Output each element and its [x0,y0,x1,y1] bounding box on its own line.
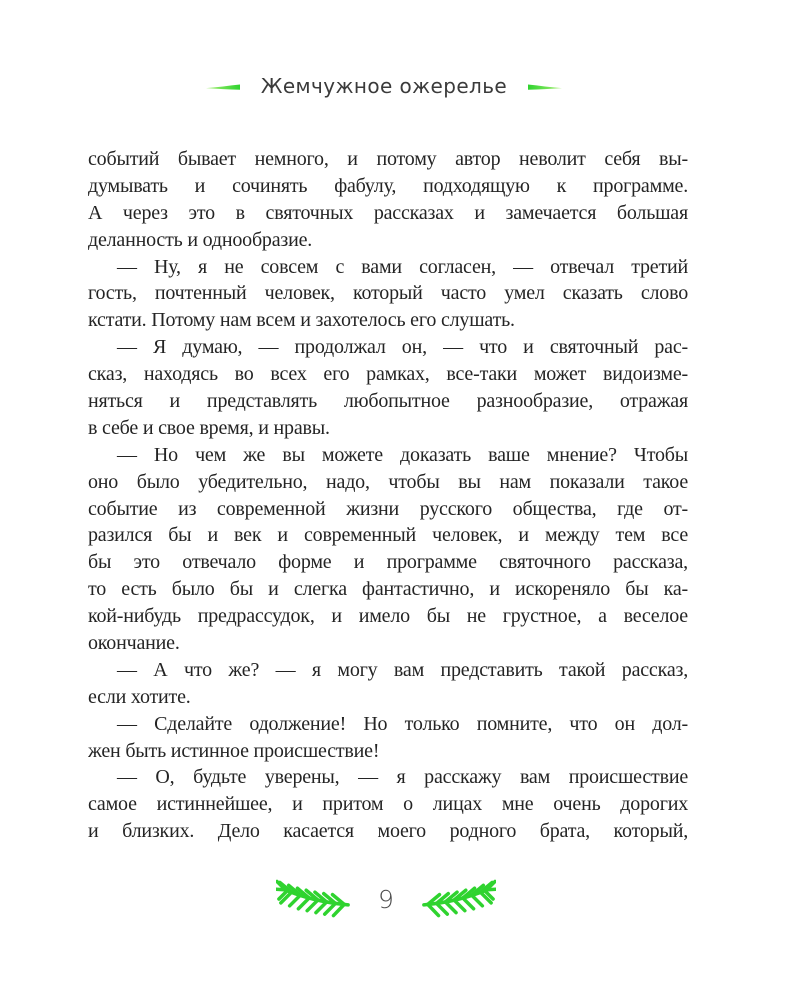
text-line: гость, почтенный человек, который часто умел сказать слово [88,282,688,305]
text-line: няться и представлять любопытное разнообразие, отражая [88,390,688,413]
text-line: жен быть истинное происшествие! [88,739,380,762]
text-line: оно было убедительно, надо, чтобы вы нам показали такое [88,470,688,493]
text-block [88,146,688,845]
text-line: — Сделайте одолжение! Но только помните, что он дол- [117,712,688,735]
text-line: в себе и свое время, и нравы. [88,416,330,439]
fern-branch-icon [276,878,352,920]
chapter-header [0,74,784,98]
text-line: деланность и однообразие. [88,228,313,251]
text-line: — Но чем же вы можете доказать ваше мнение? Чтобы [117,443,688,466]
text-line: — А что же? — я могу вам представить такой рассказ, [117,658,688,681]
fern-branch-icon [420,878,496,920]
text-line: событие из современной жизни русского общества, где от- [88,497,688,520]
text-line: и близких. Дело касается моего родного брата, который, [88,820,688,843]
text-line: кстати. Потому нам всем и захотелось его слушать. [88,309,515,332]
text-line: — О, будьте уверены, — я расскажу вам происшествие [117,766,688,789]
page-number: 9 [378,884,394,914]
text-line: думывать и сочинять фабулу, подходящую к программе. [88,174,688,197]
text-line: кой-нибудь предрассудок, и имело бы не грустное, а веселое [88,605,688,628]
text-line: А через это в святочных рассказах и замечается большая [88,201,688,224]
text-line: то есть было бы и слегка фантастично, и искореняло бы ка- [88,578,688,601]
text-line: разился бы и век и современный человек, и между тем все [88,524,688,547]
text-line: окончание. [88,632,180,655]
page-footer [0,878,786,920]
leaf-swoosh-icon [206,82,240,91]
chapter-title: Жемчужное ожерелье [260,74,508,98]
text-line: сказ, находясь во всех его рамках, все-таки может видоизме- [88,363,688,386]
text-line: самое истиннейшее, и притом о лицах мне очень дорогих [88,793,688,816]
leaf-swoosh-icon [528,82,562,91]
text-line: бы это отвечало форме и программе святочного рассказа, [88,551,688,574]
text-line: если хотите. [88,685,191,708]
text-line: событий бывает немного, и потому автор неволит себя вы- [88,148,688,170]
text-line: — Я думаю, — продолжал он, — что и святочный рас- [117,336,688,359]
text-line: — Ну, я не совсем с вами согласен, — отвечал третий [117,255,688,278]
